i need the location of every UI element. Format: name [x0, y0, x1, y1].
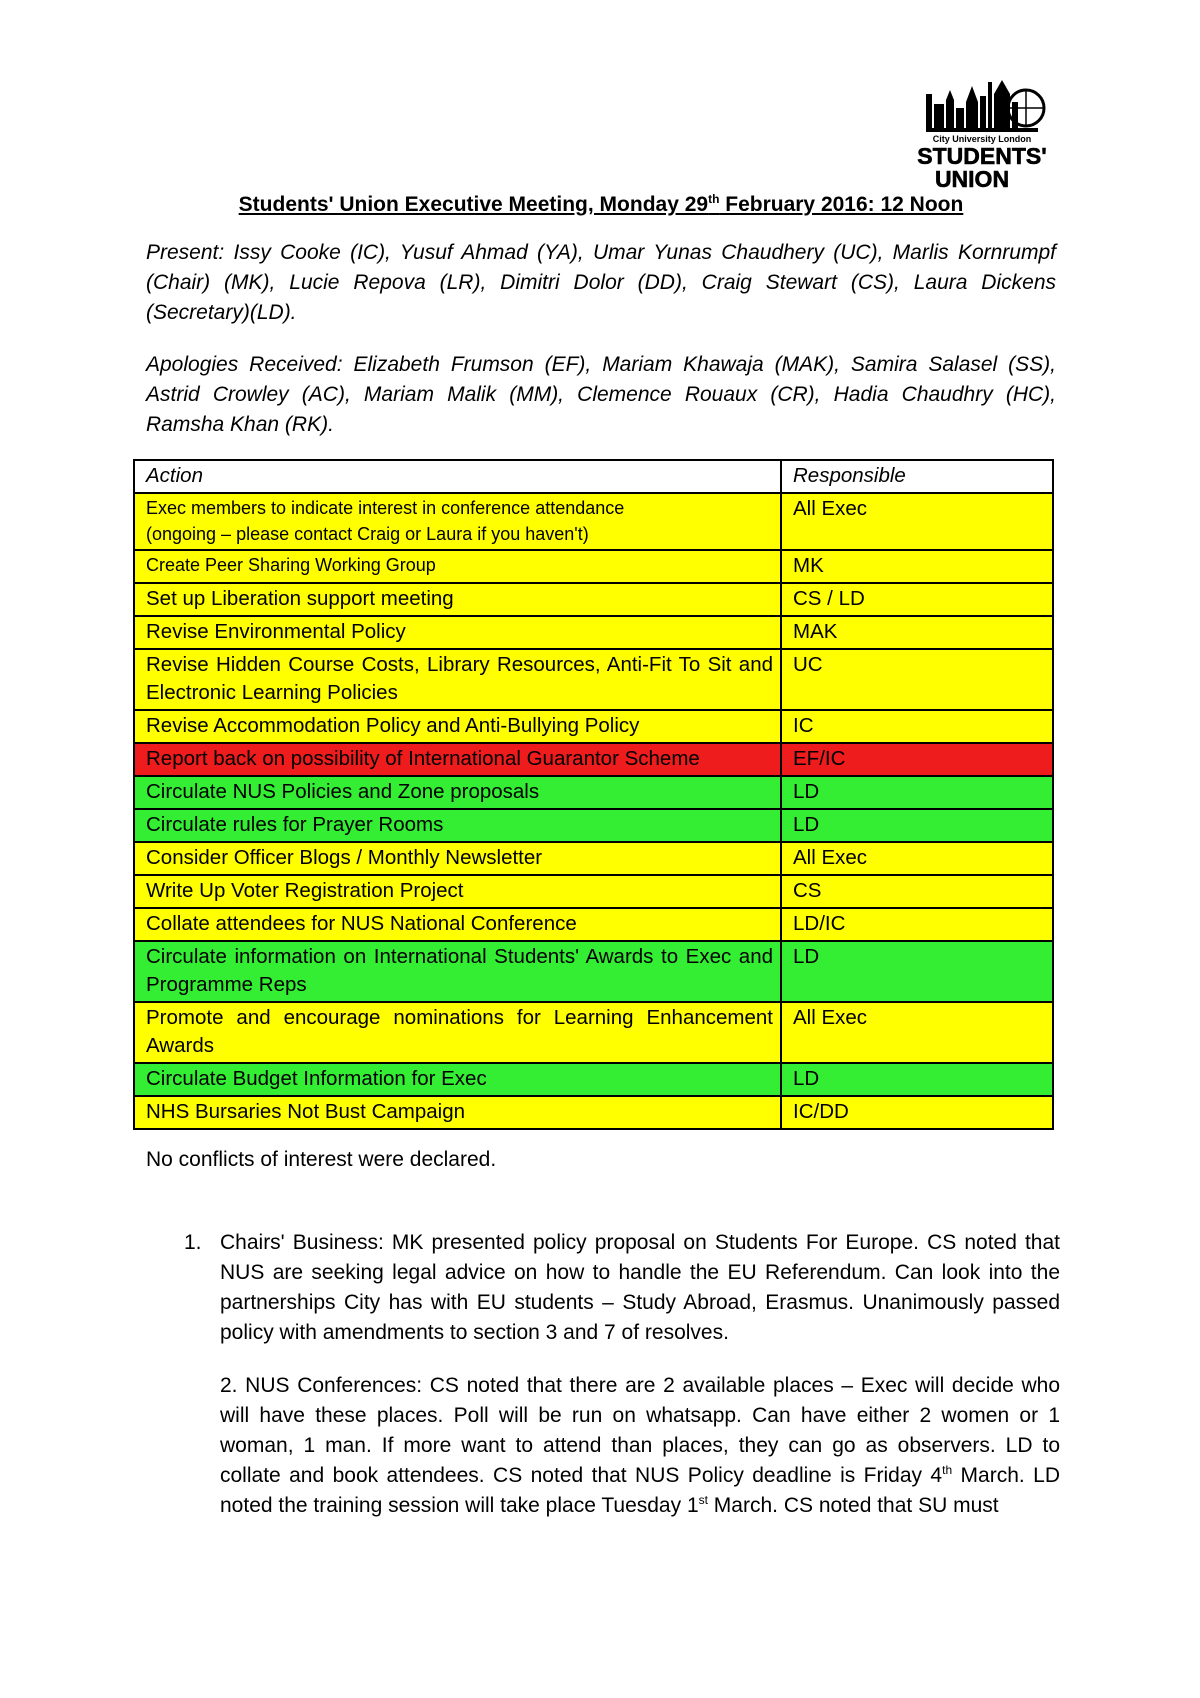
responsible-cell: MAK [781, 616, 1053, 649]
responsible-cell: MK [781, 550, 1053, 583]
agenda-item-sup: th [942, 1463, 953, 1477]
students-union-logo-icon [906, 72, 1058, 190]
action-cell: Circulate information on International Students' Awards to Exec and Programme Reps [134, 941, 781, 1002]
table-row [134, 583, 1053, 616]
apologies-list: Apologies Received: Elizabeth Frumson (EF), Mariam Khawaja (MAK), Samira Salasel (SS), Astrid Crowley (AC), Mariam Malik (MM), Clemence Rouaux (CR), Hadia Chaudhry (HC), Ramsha Khan (RK). [146, 353, 1056, 436]
action-cell: Create Peer Sharing Working Group [134, 550, 781, 583]
agenda-item-text: 2. NUS Conferences: CS noted that there are 2 available places – Exec will decide who will have these places. Poll will be run on whatsapp. Can have either 2 women or 1 woman, 1 man. If more want to attend than places, they can go as observers. LD to collate and book attendees. CS noted that NUS Policy deadline is Friday 4 [220, 1374, 1060, 1487]
table-row [134, 1002, 1053, 1063]
table-row [134, 842, 1053, 875]
responsible-cell: LD [781, 1063, 1053, 1096]
table-row [134, 941, 1053, 1002]
action-cell: Promote and encourage nominations for Learning Enhancement Awards [134, 1002, 781, 1063]
action-line: Exec members to indicate interest in conference attendance [146, 498, 625, 518]
responsible-cell: IC/DD [781, 1096, 1053, 1129]
present-list: Present: Issy Cooke (IC), Yusuf Ahmad (YA), Umar Yunas Chaudhery (UC), Marlis Kornrumpf (Chair) (MK), Lucie Repova (LR), Dimitri Dolor (DD), Craig Stewart (CS), Laura Dickens (Secretary)(LD). [146, 241, 1056, 324]
actions-table [133, 459, 1054, 1130]
page-title [146, 192, 1056, 217]
responsible-cell: EF/IC [781, 743, 1053, 776]
header-action: Action [134, 460, 781, 493]
table-row [134, 743, 1053, 776]
agenda-item-text: March. CS noted that SU must [707, 1494, 999, 1517]
agenda-item-text: Chairs' Business: MK presented policy proposal on Students For Europe. CS noted that NUS are seeking legal advice on how to handle the EU Referendum. Can look into the partnerships City has with EU students – Study Abroad, Erasmus. Unanimously passed policy with amendments to section 3 and 7 of resolves. [220, 1231, 1060, 1344]
responsible-cell: IC [781, 710, 1053, 743]
action-cell: Consider Officer Blogs / Monthly Newsletter [134, 842, 781, 875]
action-cell: Circulate rules for Prayer Rooms [134, 809, 781, 842]
title-rest: February 2016: 12 Noon [719, 193, 964, 216]
header-responsible: Responsible [781, 460, 1053, 493]
table-row [134, 649, 1053, 710]
students-union-logo [906, 72, 1058, 190]
agenda-item-text: March. LD noted the training session will take place Tuesday 1 [220, 1464, 1060, 1517]
action-cell: Report back on possibility of International Guarantor Scheme [134, 743, 781, 776]
agenda-item-2 [220, 1371, 1060, 1521]
title-main: Students' Union Executive Meeting, Monday 29 [238, 193, 709, 216]
table-row [134, 1096, 1053, 1129]
no-conflicts-statement: No conflicts of interest were declared. [146, 1148, 497, 1171]
responsible-cell: LD [781, 776, 1053, 809]
title-sup: th [708, 192, 720, 206]
action-cell: Revise Environmental Policy [134, 616, 781, 649]
table-row [134, 875, 1053, 908]
responsible-cell: LD/IC [781, 908, 1053, 941]
action-line: (ongoing – please contact Craig or Laura if you haven't) [146, 524, 589, 544]
responsible-cell: UC [781, 649, 1053, 710]
table-row [134, 550, 1053, 583]
table-row [134, 1063, 1053, 1096]
action-cell: Revise Hidden Course Costs, Library Resources, Anti-Fit To Sit and Electronic Learning Policies [134, 649, 781, 710]
responsible-cell: All Exec [781, 493, 1053, 550]
action-cell: Circulate Budget Information for Exec [134, 1063, 781, 1096]
action-cell: Write Up Voter Registration Project [134, 875, 781, 908]
action-cell: Collate attendees for NUS National Conference [134, 908, 781, 941]
table-row [134, 710, 1053, 743]
action-cell: Revise Accommodation Policy and Anti-Bullying Policy [134, 710, 781, 743]
responsible-cell: LD [781, 941, 1053, 1002]
table-header-row [134, 460, 1053, 493]
action-cell: Circulate NUS Policies and Zone proposals [134, 776, 781, 809]
logo-students-word: STUDENTS' [917, 143, 1047, 169]
responsible-cell: CS / LD [781, 583, 1053, 616]
agenda-item-number: 1. [184, 1231, 202, 1254]
table-row [134, 908, 1053, 941]
agenda-item-sup: st [698, 1493, 708, 1507]
table-row [134, 776, 1053, 809]
action-cell: Set up Liberation support meeting [134, 583, 781, 616]
logo-caption: City University London [932, 134, 1032, 144]
table-row [134, 493, 1053, 550]
responsible-cell: All Exec [781, 842, 1053, 875]
table-row [134, 616, 1053, 649]
responsible-cell: CS [781, 875, 1053, 908]
action-cell [134, 493, 781, 550]
responsible-cell: LD [781, 809, 1053, 842]
logo-union-word: UNION [934, 166, 1010, 190]
responsible-cell: All Exec [781, 1002, 1053, 1063]
table-row [134, 809, 1053, 842]
agenda-item-1 [184, 1228, 1060, 1348]
action-cell: NHS Bursaries Not Bust Campaign [134, 1096, 781, 1129]
